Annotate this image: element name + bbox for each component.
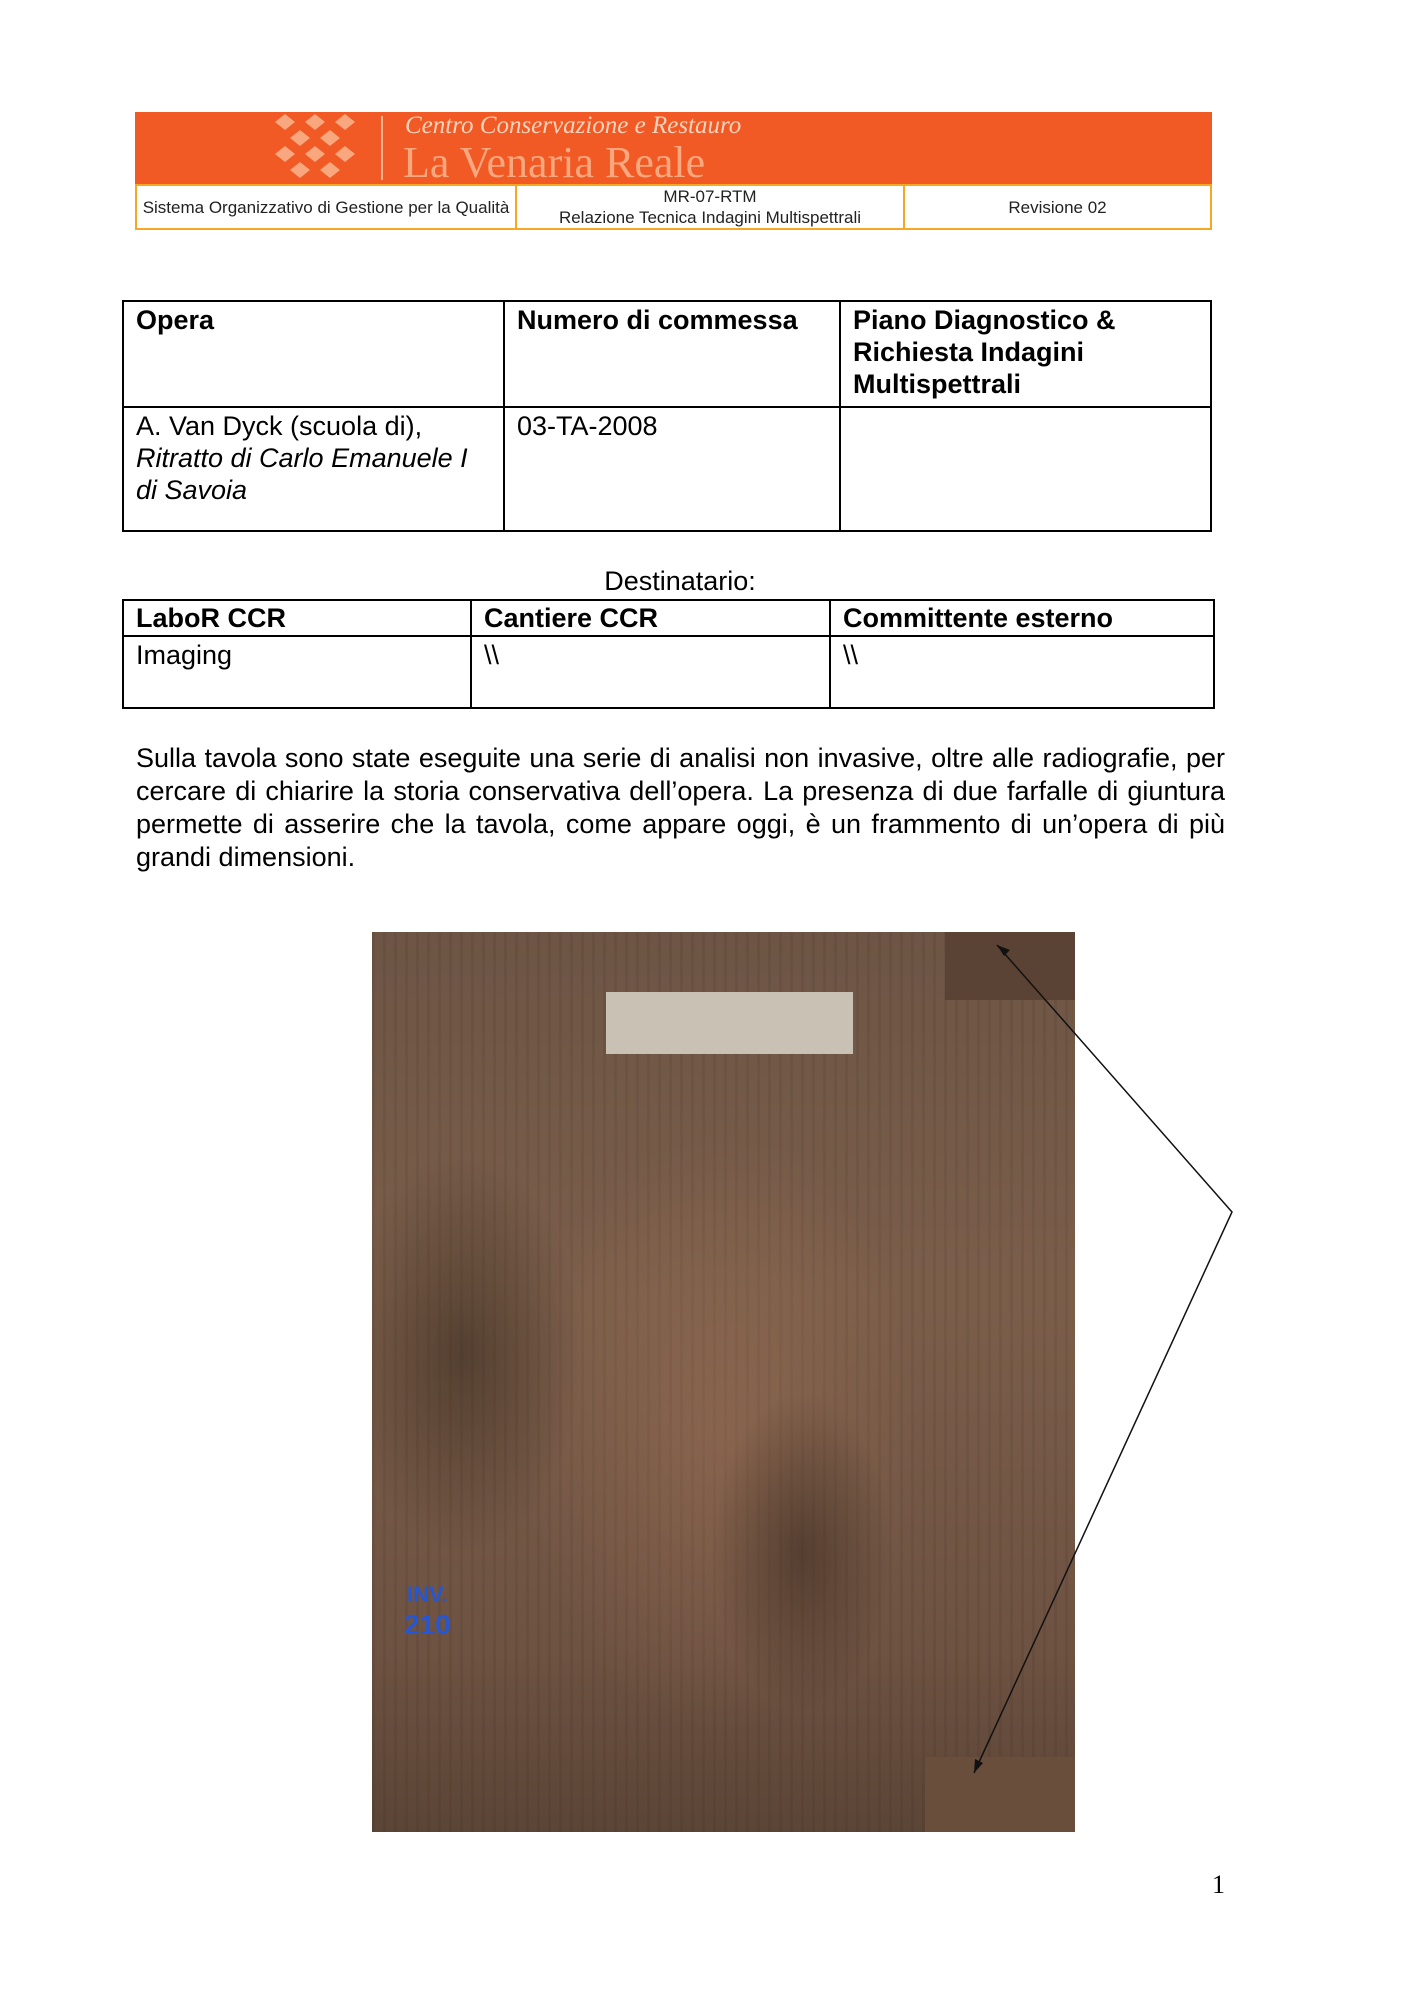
header-piano: Piano Diagnostico & Richiesta Indagini Multispettrali: [840, 301, 1211, 407]
header-committente: Committente esterno: [830, 600, 1214, 636]
revision-cell: Revisione 02: [903, 186, 1210, 228]
committente-value: \\: [830, 636, 1214, 708]
stamp-line-1: INV.: [406, 1582, 448, 1607]
header-labor: LaboR CCR: [123, 600, 471, 636]
opera-author: A. Van Dyck (scuola di),: [136, 411, 423, 441]
page-number: 1: [1212, 1870, 1225, 1899]
cantiere-value: \\: [471, 636, 830, 708]
arrow-head-bottom-icon: [974, 1759, 983, 1773]
labor-value: Imaging: [123, 636, 471, 708]
logo-title: La Venaria Reale: [403, 138, 706, 184]
commessa-cell: 03-TA-2008: [504, 407, 840, 531]
header-commessa: Numero di commessa: [504, 301, 840, 407]
opera-title: Ritratto di Carlo Emanuele I di Savoia: [136, 443, 468, 505]
document-code: MR-07-RTM: [663, 187, 757, 206]
header-cantiere: Cantiere CCR: [471, 600, 830, 636]
logo-subtitle: Centro Conservazione e Restauro: [405, 112, 742, 139]
body-paragraph: Sulla tavola sono state eseguite una serie di analisi non invasive, oltre alle radiografie, per cercare di chiarire la storia conservativa dell’opera. La presenza di due farfalle di giuntura permette di asserire che la tavola, come appare oggi, è un frammento di un’opera di più grandi dimensioni.: [136, 743, 1225, 872]
recipient-label: Destinatario:: [604, 566, 756, 596]
arrow-head-top-icon: [997, 945, 1010, 956]
quality-system-cell: Sistema Organizzativo di Gestione per la Qualità: [142, 197, 510, 217]
stamp-line-2: 210: [404, 1609, 451, 1640]
header-opera: Opera: [123, 301, 504, 407]
document-type: Relazione Tecnica Indagini Multispettrali: [558, 208, 862, 227]
